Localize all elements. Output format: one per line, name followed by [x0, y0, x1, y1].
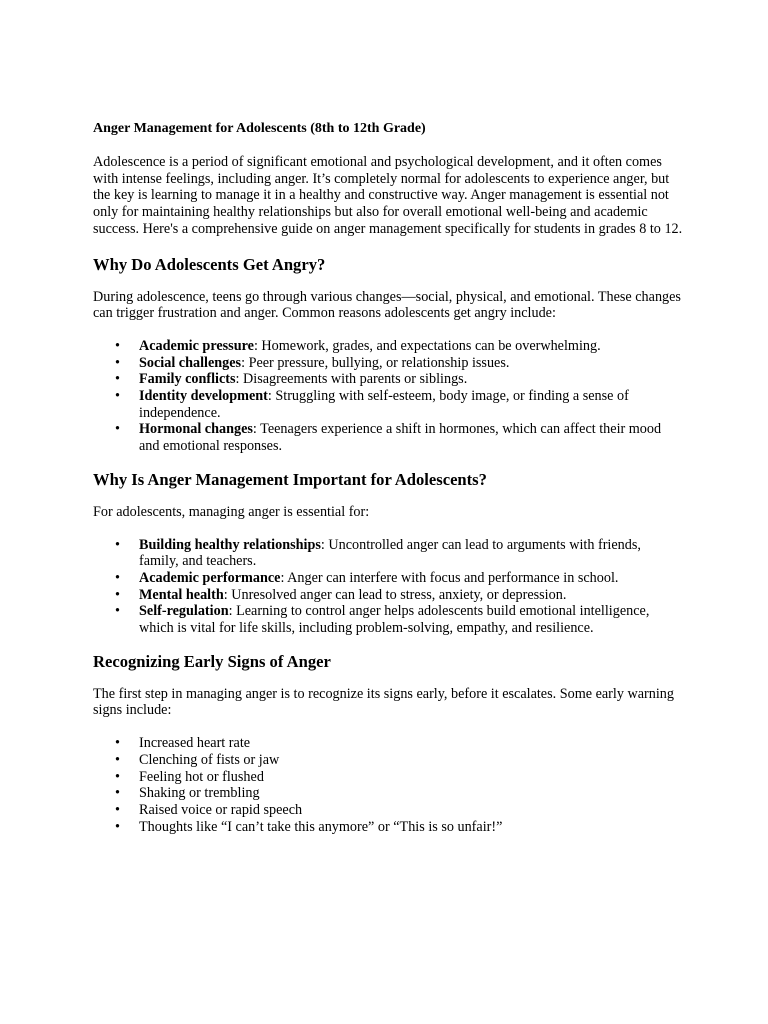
list-item [115, 569, 683, 587]
list-item-text: Raised voice or rapid speech [139, 801, 303, 818]
section-heading-signs: Recognizing Early Signs of Anger [93, 651, 331, 671]
list-item [115, 354, 683, 372]
list-item-text: : Teenagers experience a shift in hormones, which can affect their mood and emotional responses. [139, 421, 662, 455]
bullet-icon: • [115, 603, 120, 620]
bullet-icon: • [115, 371, 120, 388]
list-item [115, 586, 683, 604]
list-item [115, 785, 683, 802]
list-item-text: Increased heart rate [139, 735, 251, 752]
list-item-text: : Learning to control anger helps adolescents build emotional intelligence, which is vital for life skills, including problem-solving, empathy, and resilience. [139, 603, 650, 637]
section-paragraph-importance: For adolescents, managing anger is essential for: [93, 503, 370, 520]
bullet-icon: • [115, 735, 120, 752]
document-title: Anger Management for Adolescents (8th to 12th Grade) [93, 121, 426, 136]
list-item [115, 818, 683, 836]
list-item-text: : Homework, grades, and expectations can be overwhelming. [253, 337, 601, 354]
list-item-term: Academic pressure [139, 337, 254, 354]
section-heading-importance: Why Is Anger Management Important for Adolescents? [93, 469, 487, 489]
bullet-icon: • [115, 536, 120, 553]
list-item-text: : Peer pressure, bullying, or relationship issues. [241, 354, 510, 371]
list-item-text: : Uncontrolled anger can lead to arguments with friends, family, and teachers. [139, 536, 641, 570]
list-item-term: Academic performance [139, 569, 281, 586]
list-item-term: Identity development [139, 388, 268, 405]
list-item [115, 751, 683, 769]
list-item-text: Shaking or trembling [139, 785, 260, 802]
list-item [115, 603, 683, 637]
bullet-icon: • [115, 818, 120, 835]
list-item-term: Self-regulation [139, 603, 229, 620]
list-item [115, 801, 683, 819]
signs-list [93, 735, 683, 835]
list-item-term: Social challenges [139, 354, 242, 371]
list-item-text: : Struggling with self-esteem, body image, or finding a sense of independence. [139, 388, 629, 421]
bullet-icon: • [115, 586, 120, 603]
bullet-icon: • [115, 751, 120, 768]
reasons-list [93, 338, 683, 455]
list-item-text: Thoughts like “I can’t take this anymore” or “This is so unfair!” [139, 818, 503, 835]
list-item-term: Mental health [139, 586, 224, 603]
bullet-icon: • [115, 569, 120, 586]
bullet-icon: • [115, 421, 120, 438]
list-item [115, 371, 683, 388]
bullet-icon: • [115, 785, 120, 802]
list-item [115, 735, 683, 752]
list-item-text: : Unresolved anger can lead to stress, anxiety, or depression. [223, 586, 567, 603]
section-paragraph-why-angry: During adolescence, teens go through various changes—social, physical, and emotional. These changes can trigger frustration and anger. Common reasons adolescents get angry include: [93, 288, 681, 322]
list-item [115, 337, 683, 355]
importance-list [93, 537, 683, 637]
list-item-text: : Disagreements with parents or siblings. [235, 371, 468, 388]
list-item [115, 421, 683, 455]
section-heading-why-angry: Why Do Adolescents Get Angry? [93, 254, 326, 274]
list-item [115, 768, 683, 786]
bullet-icon: • [115, 768, 120, 785]
list-item-text: Feeling hot or flushed [139, 768, 264, 785]
section-paragraph-signs: The first step in managing anger is to recognize its signs early, before it escalates. Some early warning signs include: [93, 685, 674, 719]
list-item-term: Family conflicts [139, 371, 236, 388]
bullet-icon: • [115, 801, 120, 818]
list-item-term: Building healthy relationships [139, 536, 321, 553]
bullet-icon: • [115, 388, 120, 405]
list-item [115, 388, 683, 421]
list-item [115, 536, 683, 570]
list-item-term: Hormonal changes [139, 421, 253, 438]
bullet-icon: • [115, 337, 120, 354]
list-item-text: Clenching of fists or jaw [139, 751, 280, 768]
bullet-icon: • [115, 354, 120, 371]
intro-paragraph: Adolescence is a period of significant emotional and psychological development, and it often comes with intense feelings, including anger. It’s completely normal for adolescents to experience anger, but the key is learning to manage it in a healthy and constructive way. Anger management is essential not only for maintaining healthy relationships but also for overall emotional well-being and academic success. Here's a comprehensive guide on anger management specifically for students in grades 8 to 12. [93, 154, 683, 237]
list-item-text: : Anger can interfere with focus and performance in school. [280, 569, 619, 586]
document-page [93, 120, 683, 835]
